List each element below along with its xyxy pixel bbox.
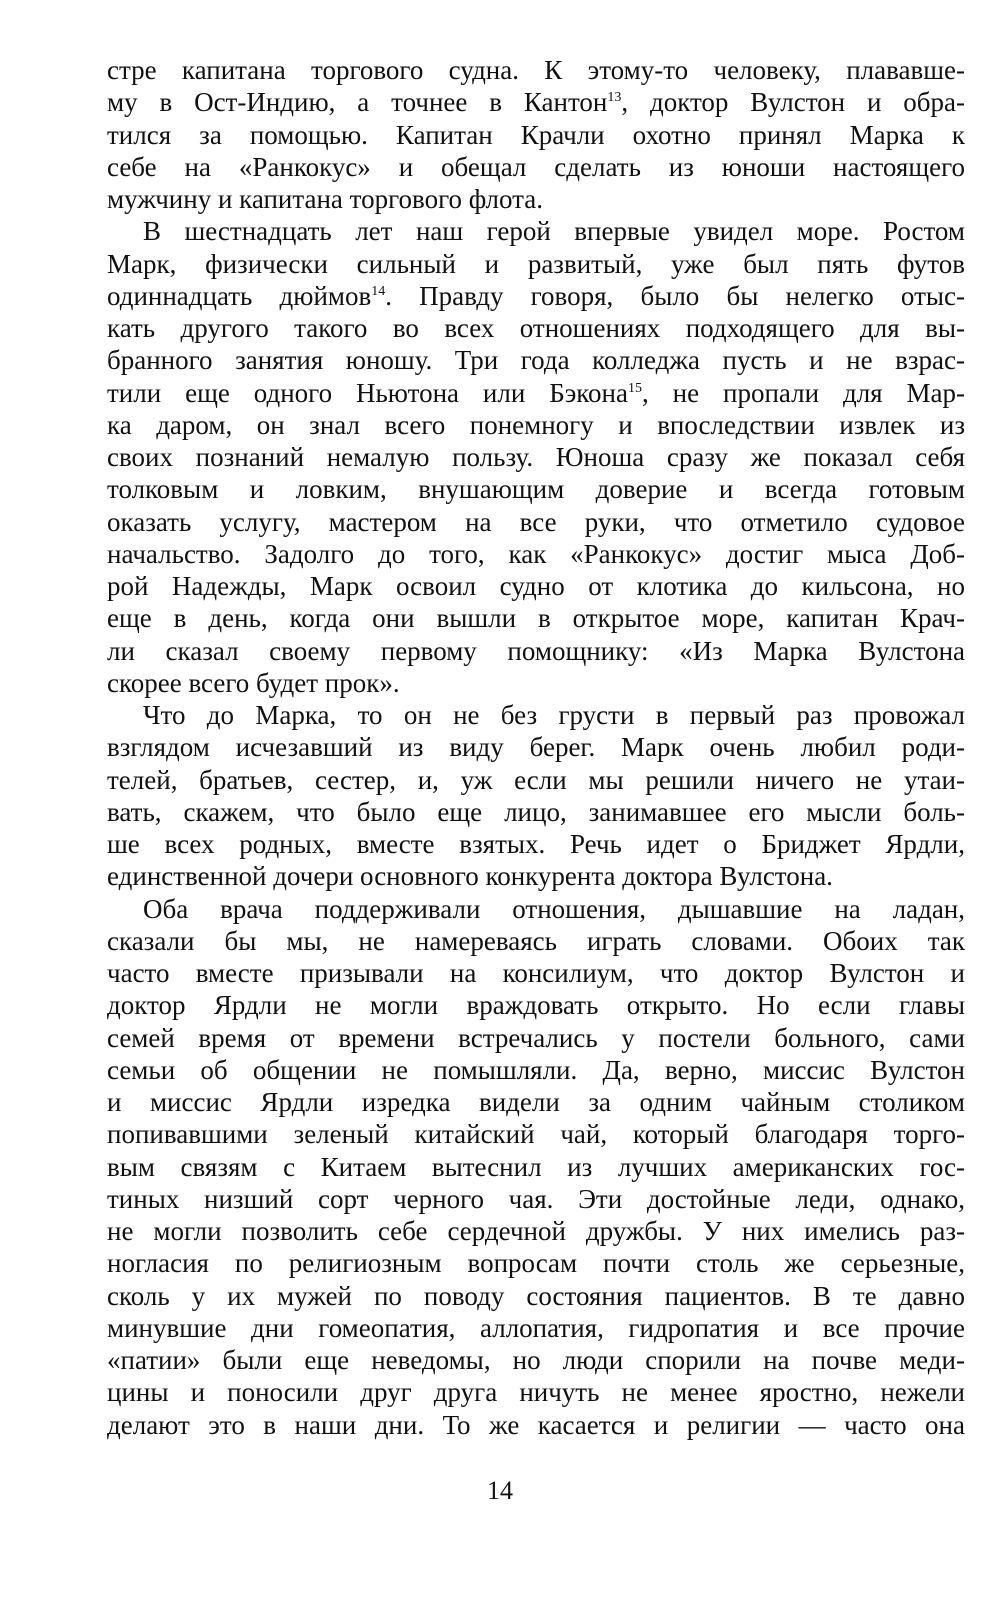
text-line (107, 1215, 965, 1247)
text-line (107, 119, 965, 151)
text-line (107, 699, 965, 731)
text-segment: В шестнадцать лет наш герой впервые увидел море. Ростом (143, 216, 965, 247)
text-segment: единственной дочери основного конкурента доктора Вулстона. (107, 861, 833, 892)
text-segment: семьи об общении не помышляли. Да, верно, миссис Вулстон (107, 1054, 965, 1085)
text-line (107, 860, 965, 892)
text-segment: вым связям с Китаем вытеснил из лучших американских гос- (107, 1151, 965, 1182)
text-segment: Марк, физически сильный и развитый, уже был пять футов (107, 248, 965, 279)
text-segment: начальство. Задолго до того, как «Ранкокус» достиг мыса Доб- (107, 538, 965, 569)
text-line (107, 1151, 965, 1183)
text-line (107, 957, 965, 989)
footnote-reference[interactable]: 14 (371, 283, 386, 299)
text-line (107, 602, 965, 634)
text-line (107, 538, 965, 570)
text-line (107, 1247, 965, 1279)
text-segment: доктор Ярдли не могли враждовать открыто. Но если главы (107, 990, 965, 1021)
text-line (107, 344, 965, 376)
text-segment: , не пропали для Мар- (641, 377, 965, 408)
text-segment: скорее всего будет прок». (107, 667, 400, 698)
text-line (107, 1086, 965, 1118)
page-body-text (107, 54, 965, 1441)
text-segment: «патии» были еще неведомы, но люди спорили на почве меди- (107, 1345, 965, 1375)
text-line (107, 1022, 965, 1054)
text-segment: кать другого такого во всех отношениях подходящего для вы- (107, 313, 965, 343)
text-segment: часто вместе призывали на консилиум, что доктор Вулстон и (107, 958, 965, 988)
text-line (107, 667, 965, 699)
text-line (107, 248, 965, 280)
text-line (107, 925, 965, 957)
text-line (107, 312, 965, 344)
text-segment: . Правду говоря, было бы нелегко отыс- (385, 280, 965, 311)
text-segment: рой Надежды, Марк освоил судно от клотика до кильсона, но (107, 571, 965, 601)
text-line (107, 1054, 965, 1086)
text-line (107, 506, 965, 538)
text-line (107, 280, 965, 312)
text-line (107, 731, 965, 763)
text-segment: Что до Марка, то он не без грусти в первый раз провожал (143, 700, 965, 730)
text-line (107, 828, 965, 860)
text-segment: одиннадцать дюймов (107, 280, 372, 311)
text-line (107, 570, 965, 602)
text-line (107, 1280, 965, 1312)
text-segment: себе на «Ранкокус» и обещал сделать из юноши настоящего (107, 151, 965, 182)
text-segment: телей, братьев, сестер, и, уж если мы решили ничего не утаи- (107, 764, 965, 795)
text-segment: цины и поносили друг друга ничуть не менее яростно, нежели (107, 1377, 965, 1408)
text-segment: ногласия по религиозным вопросам почти столь же серьезные, (107, 1248, 965, 1279)
text-line (107, 893, 965, 925)
text-line (107, 1312, 965, 1344)
text-line (107, 635, 965, 667)
page-number: 14 (487, 1476, 513, 1505)
text-line (107, 1376, 965, 1408)
text-line (107, 441, 965, 473)
text-segment: еще в день, когда они вышли в открытое море, капитан Крач- (107, 603, 965, 634)
text-line (107, 409, 965, 441)
text-segment: сколь у их мужей по поводу состояния пациентов. В те давно (107, 1280, 965, 1311)
text-segment: бранного занятия юношу. Три года колледжа пусть и не взрас- (107, 345, 965, 376)
text-segment: ше всех родных, вместе взятых. Речь идет о Бриджет Ярдли, (107, 829, 965, 859)
text-segment: взглядом исчезавший из виду берег. Марк очень любил роди- (107, 732, 965, 763)
text-line (107, 473, 965, 505)
text-segment: делают это в наши дни. То же касается и религии — часто она (107, 1409, 965, 1440)
text-segment: минувшие дни гомеопатия, аллопатия, гидропатия и все прочие (107, 1312, 965, 1343)
text-segment: семей время от времени встречались у постели больного, сами (107, 1022, 965, 1053)
text-line (107, 989, 965, 1021)
text-segment: тиных низший сорт черного чая. Эти достойные леди, однако, (107, 1183, 965, 1214)
text-line (107, 1118, 965, 1150)
text-segment: своих познаний немалую пользу. Юноша сразу же показал себя (107, 442, 965, 472)
footnote-reference[interactable]: 13 (607, 90, 622, 106)
text-segment: ка даром, он знал всего понемногу и впоследствии извлек из (107, 409, 965, 440)
text-segment: Оба врача поддерживали отношения, дышавшие на ладан, (143, 893, 965, 924)
text-line (107, 1344, 965, 1376)
text-segment: , доктор Вулстон и обра- (621, 87, 965, 118)
text-segment: сказали бы мы, не намереваясь играть словами. Обоих так (107, 925, 965, 956)
text-segment: тился за помощью. Капитан Крачли охотно принял Марка к (107, 119, 965, 150)
text-line (107, 1183, 965, 1215)
text-line (107, 377, 965, 409)
text-segment: мужчину и капитана торгового флота. (107, 184, 544, 214)
text-segment: тили еще одного Ньютона или Бэкона (107, 377, 628, 408)
text-segment: вать, скажем, что было еще лицо, занимавшее его мысли боль- (107, 796, 965, 827)
text-segment: ли сказал своему первому помощнику: «Из Марка Вулстона (107, 635, 965, 666)
text-line (107, 86, 965, 118)
text-line (107, 183, 965, 215)
text-segment: стре капитана торгового судна. К этому-то человеку, плававше- (107, 55, 965, 85)
text-segment: не могли позволить себе сердечной дружбы. У них имелись раз- (107, 1216, 965, 1246)
text-line (107, 1409, 965, 1441)
text-segment: му в Ост-Индию, а точнее в Кантон (107, 87, 608, 118)
text-line (107, 151, 965, 183)
text-segment: оказать услугу, мастером на все руки, что отметило судовое (107, 506, 965, 537)
text-line (107, 54, 965, 86)
text-line (107, 764, 965, 796)
text-line (107, 796, 965, 828)
text-segment: толковым и ловким, внушающим доверие и всегда готовым (107, 474, 965, 505)
text-segment: попивавшими зеленый китайский чай, который благодаря торго- (107, 1119, 965, 1150)
text-line (107, 215, 965, 247)
footnote-reference[interactable]: 15 (627, 380, 642, 396)
text-segment: и миссис Ярдли изредка видели за одним чайным столиком (107, 1087, 965, 1117)
